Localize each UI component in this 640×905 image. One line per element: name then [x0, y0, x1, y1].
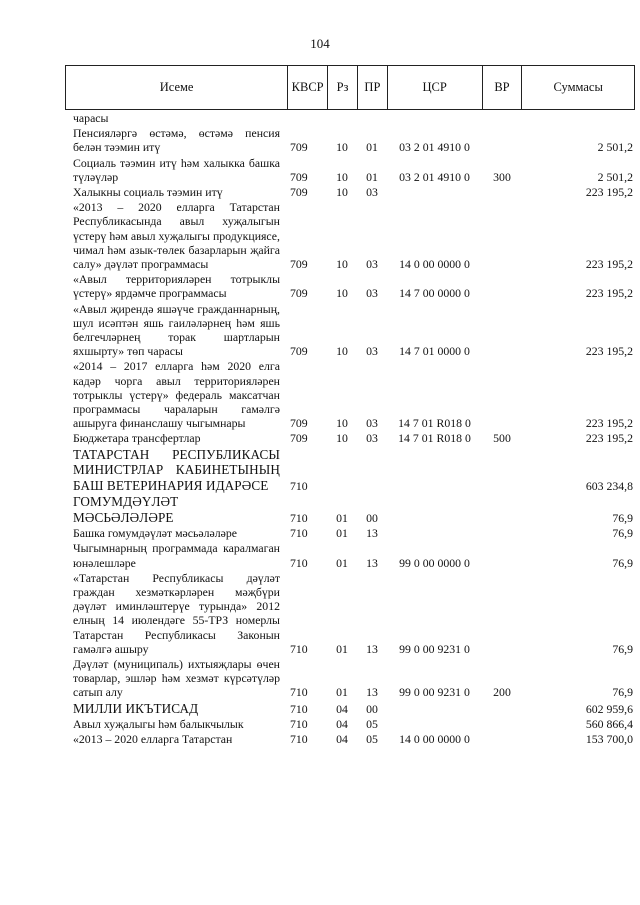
row-kvsr: 709 — [290, 344, 308, 359]
row-kvsr: 709 — [290, 286, 308, 301]
row-sum: 223 195,2 — [585, 344, 633, 359]
row-pr: 00 — [366, 701, 378, 716]
row-kvsr: 709 — [290, 431, 308, 446]
header-rz: Рз — [327, 66, 357, 109]
row-kvsr: 710 — [290, 717, 308, 732]
row-sum: 76,9 — [612, 641, 633, 656]
table-row — [65, 301, 635, 359]
row-pr: 05 — [366, 732, 378, 747]
row-name: «2013 – 2020 елларга Татарстан Республикасында авыл хуҗалыгын үстерү һәм авыл хуҗалыгы продукциясе, чимал һәм азык-төлек базарларын җайга салу» дәүләт программасы — [73, 200, 280, 272]
table-row — [65, 700, 635, 717]
row-name: Башка гомумдәүләт мәсьәләләре — [73, 526, 238, 541]
row-sum: 223 195,2 — [585, 257, 633, 272]
row-sum: 602 959,6 — [585, 701, 633, 716]
row-kvsr: 709 — [290, 257, 308, 272]
row-pr: 03 — [366, 185, 378, 200]
row-sum: 153 700,0 — [585, 732, 633, 747]
row-pr: 03 — [366, 257, 378, 272]
row-csr: 99 0 00 0000 0 — [399, 555, 470, 570]
table-row — [65, 430, 635, 445]
row-csr: 03 2 01 4910 0 — [399, 169, 470, 184]
row-rz: 01 — [336, 526, 348, 541]
row-sum: 223 195,2 — [585, 286, 633, 301]
row-csr: 14 0 00 0000 0 — [399, 732, 470, 747]
row-kvsr: 710 — [290, 555, 308, 570]
row-csr: 03 2 01 4910 0 — [399, 140, 470, 155]
table-row — [65, 656, 635, 700]
row-rz: 10 — [336, 431, 348, 446]
header-sum: Суммасы — [521, 66, 634, 109]
row-name: Социаль тәэмин итү һәм халыкка башка түләүләр — [73, 155, 280, 184]
row-rz: 01 — [336, 685, 348, 700]
row-sum: 2 501,2 — [597, 140, 633, 155]
row-sum: 223 195,2 — [585, 185, 633, 200]
row-vr: 300 — [493, 169, 511, 184]
row-pr: 13 — [366, 555, 378, 570]
row-vr: 500 — [493, 431, 511, 446]
row-name: «Авыл җирендә яшәүче гражданнарның, шул исәптән яшь гаиләләрнең һәм яшь белгечләрнең торак шартларын яхшырту» төп чарасы — [73, 301, 280, 359]
row-rz: 10 — [336, 169, 348, 184]
table-row — [65, 716, 635, 731]
row-name: Пенсияләргә өстәмә, өстәмә пенсия белән тәэмин итү — [73, 126, 280, 155]
row-rz: 10 — [336, 185, 348, 200]
table-row — [65, 731, 635, 746]
table-row — [65, 446, 635, 494]
row-name: Авыл хуҗалыгы һәм балыкчылык — [73, 717, 244, 732]
row-name: чарасы — [73, 111, 109, 125]
row-kvsr: 710 — [290, 510, 308, 525]
row-pr: 01 — [366, 140, 378, 155]
row-rz: 10 — [336, 344, 348, 359]
row-pr: 13 — [366, 526, 378, 541]
row-kvsr: 710 — [290, 685, 308, 700]
row-csr: 14 7 01 R018 0 — [398, 431, 471, 446]
row-sum: 560 866,4 — [585, 717, 633, 732]
table-row — [65, 125, 635, 154]
row-name: «Татарстан Республикасы дәүләт граждан хезмәткәрләрен мәҗбүри дәүләт иминләштерүе турында» 2012 елның 14 июлендәге 55-ТРЗ номерлы Татарстан Республикасы Законын гамәлгә ашыру — [73, 570, 280, 656]
row-rz: 04 — [336, 717, 348, 732]
row-pr: 03 — [366, 431, 378, 446]
row-rz: 04 — [336, 732, 348, 747]
row-rz: 04 — [336, 701, 348, 716]
row-rz: 10 — [336, 257, 348, 272]
table-row — [65, 540, 635, 569]
page-number: 104 — [310, 36, 330, 51]
table-row — [65, 110, 635, 125]
row-name: ГОМУМДӘҮЛӘТ МӘСЬӘЛӘЛӘРЕ — [73, 494, 179, 525]
row-name: Халыкны социаль тәэмин итү — [73, 185, 223, 200]
table-row — [65, 155, 635, 184]
row-name: «2014 – 2017 елларга һәм 2020 елга кадәр чорга авыл территорияләрен тотрыклы үстерү» федераль максатчан программасы чараларын гамәлгә ашыруга финанслашу чыгымнары — [73, 359, 280, 431]
table-body — [65, 110, 635, 747]
row-sum: 603 234,8 — [585, 478, 633, 493]
table-row — [65, 358, 635, 430]
table-row — [65, 493, 635, 525]
row-rz: 10 — [336, 140, 348, 155]
table-row — [65, 271, 635, 300]
row-kvsr: 710 — [290, 641, 308, 656]
row-rz: 10 — [336, 416, 348, 431]
row-sum: 76,9 — [612, 555, 633, 570]
row-rz: 01 — [336, 510, 348, 525]
row-rz: 10 — [336, 286, 348, 301]
row-name: «2013 – 2020 елларга Татарстан — [73, 732, 233, 747]
row-rz: 01 — [336, 555, 348, 570]
row-sum: 223 195,2 — [585, 416, 633, 431]
row-rz: 01 — [336, 641, 348, 656]
row-sum: 76,9 — [612, 526, 633, 541]
table-header — [65, 65, 635, 110]
row-pr: 13 — [366, 641, 378, 656]
row-csr: 14 7 00 0000 0 — [399, 286, 470, 301]
row-vr: 200 — [493, 685, 511, 700]
row-kvsr: 710 — [290, 526, 308, 541]
row-pr: 13 — [366, 685, 378, 700]
row-sum: 223 195,2 — [585, 431, 633, 446]
row-pr: 03 — [366, 416, 378, 431]
row-kvsr: 709 — [290, 140, 308, 155]
row-name: Чыгымнарның программада каралмаган юнәлешләре — [73, 541, 280, 570]
row-sum: 2 501,2 — [597, 169, 633, 184]
table-row — [65, 199, 635, 271]
row-name: Дәүләт (муниципаль) ихтыяҗлары өчен товарлар, эшләр һәм хезмәт күрсәтүләр сатып алу — [73, 657, 280, 700]
header-pr: ПР — [357, 66, 387, 109]
row-name: МИЛЛИ ИКЪТИСАД — [73, 700, 199, 716]
row-pr: 01 — [366, 169, 378, 184]
row-csr: 99 0 00 9231 0 — [399, 685, 470, 700]
row-name: ТАТАРСТАН РЕСПУБЛИКАСЫ МИНИСТРЛАР КАБИНЕТЫНЫҢ БАШ ВЕТЕРИНАРИЯ ИДАРӘСЕ — [73, 446, 280, 493]
row-csr: 14 7 01 0000 0 — [399, 344, 470, 359]
row-kvsr: 710 — [290, 701, 308, 716]
row-pr: 03 — [366, 344, 378, 359]
row-name: «Авыл территорияләрен тотрыклы үстерү» ярдәмче программасы — [73, 272, 280, 301]
header-csr: ЦСР — [387, 66, 482, 109]
header-name: Исеме — [159, 80, 194, 94]
row-csr: 99 0 00 9231 0 — [399, 641, 470, 656]
row-kvsr: 710 — [290, 478, 308, 493]
row-pr: 00 — [366, 510, 378, 525]
row-sum: 76,9 — [612, 510, 633, 525]
row-pr: 03 — [366, 286, 378, 301]
row-kvsr: 710 — [290, 732, 308, 747]
row-kvsr: 709 — [290, 169, 308, 184]
row-sum: 76,9 — [612, 685, 633, 700]
row-name: Бюджетара трансфертлар — [73, 431, 201, 446]
table-row — [65, 184, 635, 199]
table-row — [65, 525, 635, 540]
row-csr: 14 0 00 0000 0 — [399, 257, 470, 272]
row-kvsr: 709 — [290, 416, 308, 431]
row-kvsr: 709 — [290, 185, 308, 200]
header-vr: ВР — [482, 66, 522, 109]
table-row — [65, 570, 635, 656]
row-pr: 05 — [366, 717, 378, 732]
header-kvsr: КВСР — [287, 66, 327, 109]
row-csr: 14 7 01 R018 0 — [398, 416, 471, 431]
